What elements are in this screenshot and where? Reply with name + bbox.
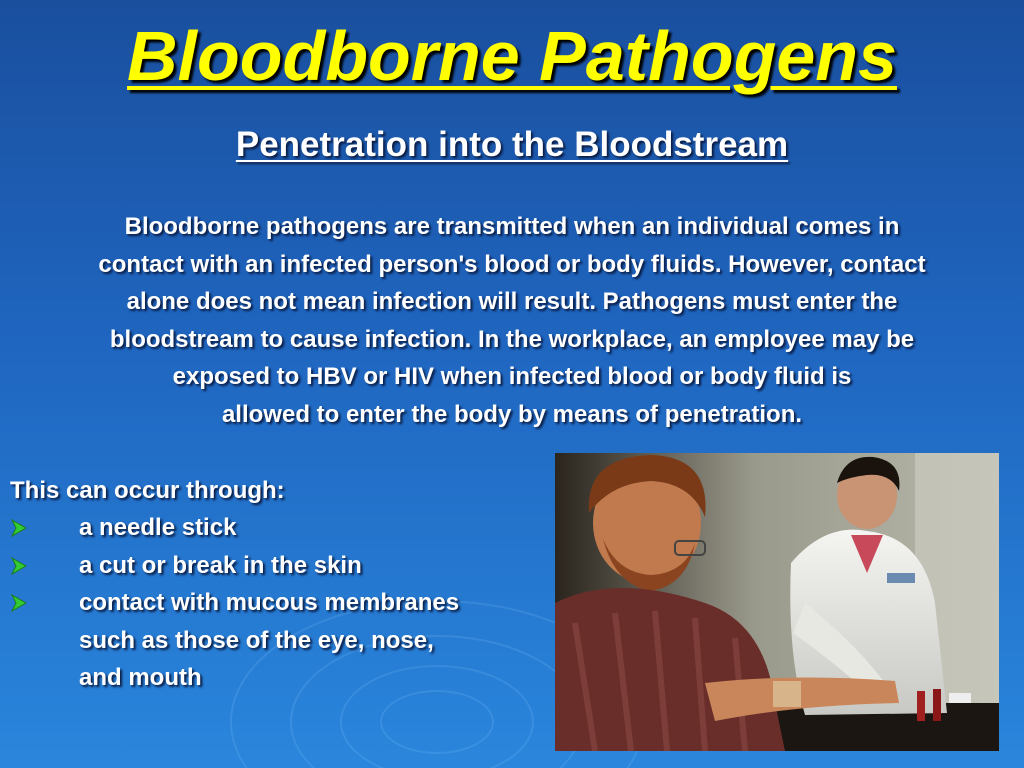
paragraph-line: Bloodborne pathogens are transmitted when an individual comes in bbox=[124, 213, 900, 240]
bullet-line: a cut or break in the skin bbox=[79, 551, 362, 579]
photo-illustration bbox=[555, 453, 999, 751]
paragraph-line: allowed to enter the body by means of penetration. bbox=[221, 400, 803, 428]
arrow-bullet-icon bbox=[10, 556, 28, 576]
bullet-line: such as those of the eye, nose, bbox=[79, 626, 434, 654]
body-paragraph bbox=[10, 208, 1014, 433]
arrow-bullet-icon bbox=[10, 518, 28, 538]
paragraph-line: alone does not mean infection will result. Pathogens must enter the bbox=[126, 288, 898, 315]
list-item bbox=[10, 584, 459, 697]
list-item bbox=[10, 509, 459, 547]
list-intro: This can occur through: bbox=[10, 477, 285, 504]
slide-subtitle: Penetration into the Bloodstream bbox=[235, 125, 789, 164]
bullet-line: and mouth bbox=[79, 664, 202, 691]
arrow-bullet-icon bbox=[10, 593, 28, 613]
slide-title: Bloodborne Pathogens bbox=[127, 17, 897, 95]
paragraph-line: contact with an infected person's blood or body fluids. However, contact bbox=[98, 250, 926, 278]
list-item bbox=[10, 547, 459, 585]
blood-draw-photo bbox=[555, 453, 999, 751]
paragraph-line: bloodstream to cause infection. In the workplace, an employee may be bbox=[109, 325, 915, 353]
bullet-line: a needle stick bbox=[79, 514, 237, 541]
paragraph-line: exposed to HBV or HIV when infected blood or body fluid is bbox=[172, 363, 852, 390]
bullet-list bbox=[10, 509, 459, 697]
bullet-line: contact with mucous membranes bbox=[79, 589, 460, 616]
